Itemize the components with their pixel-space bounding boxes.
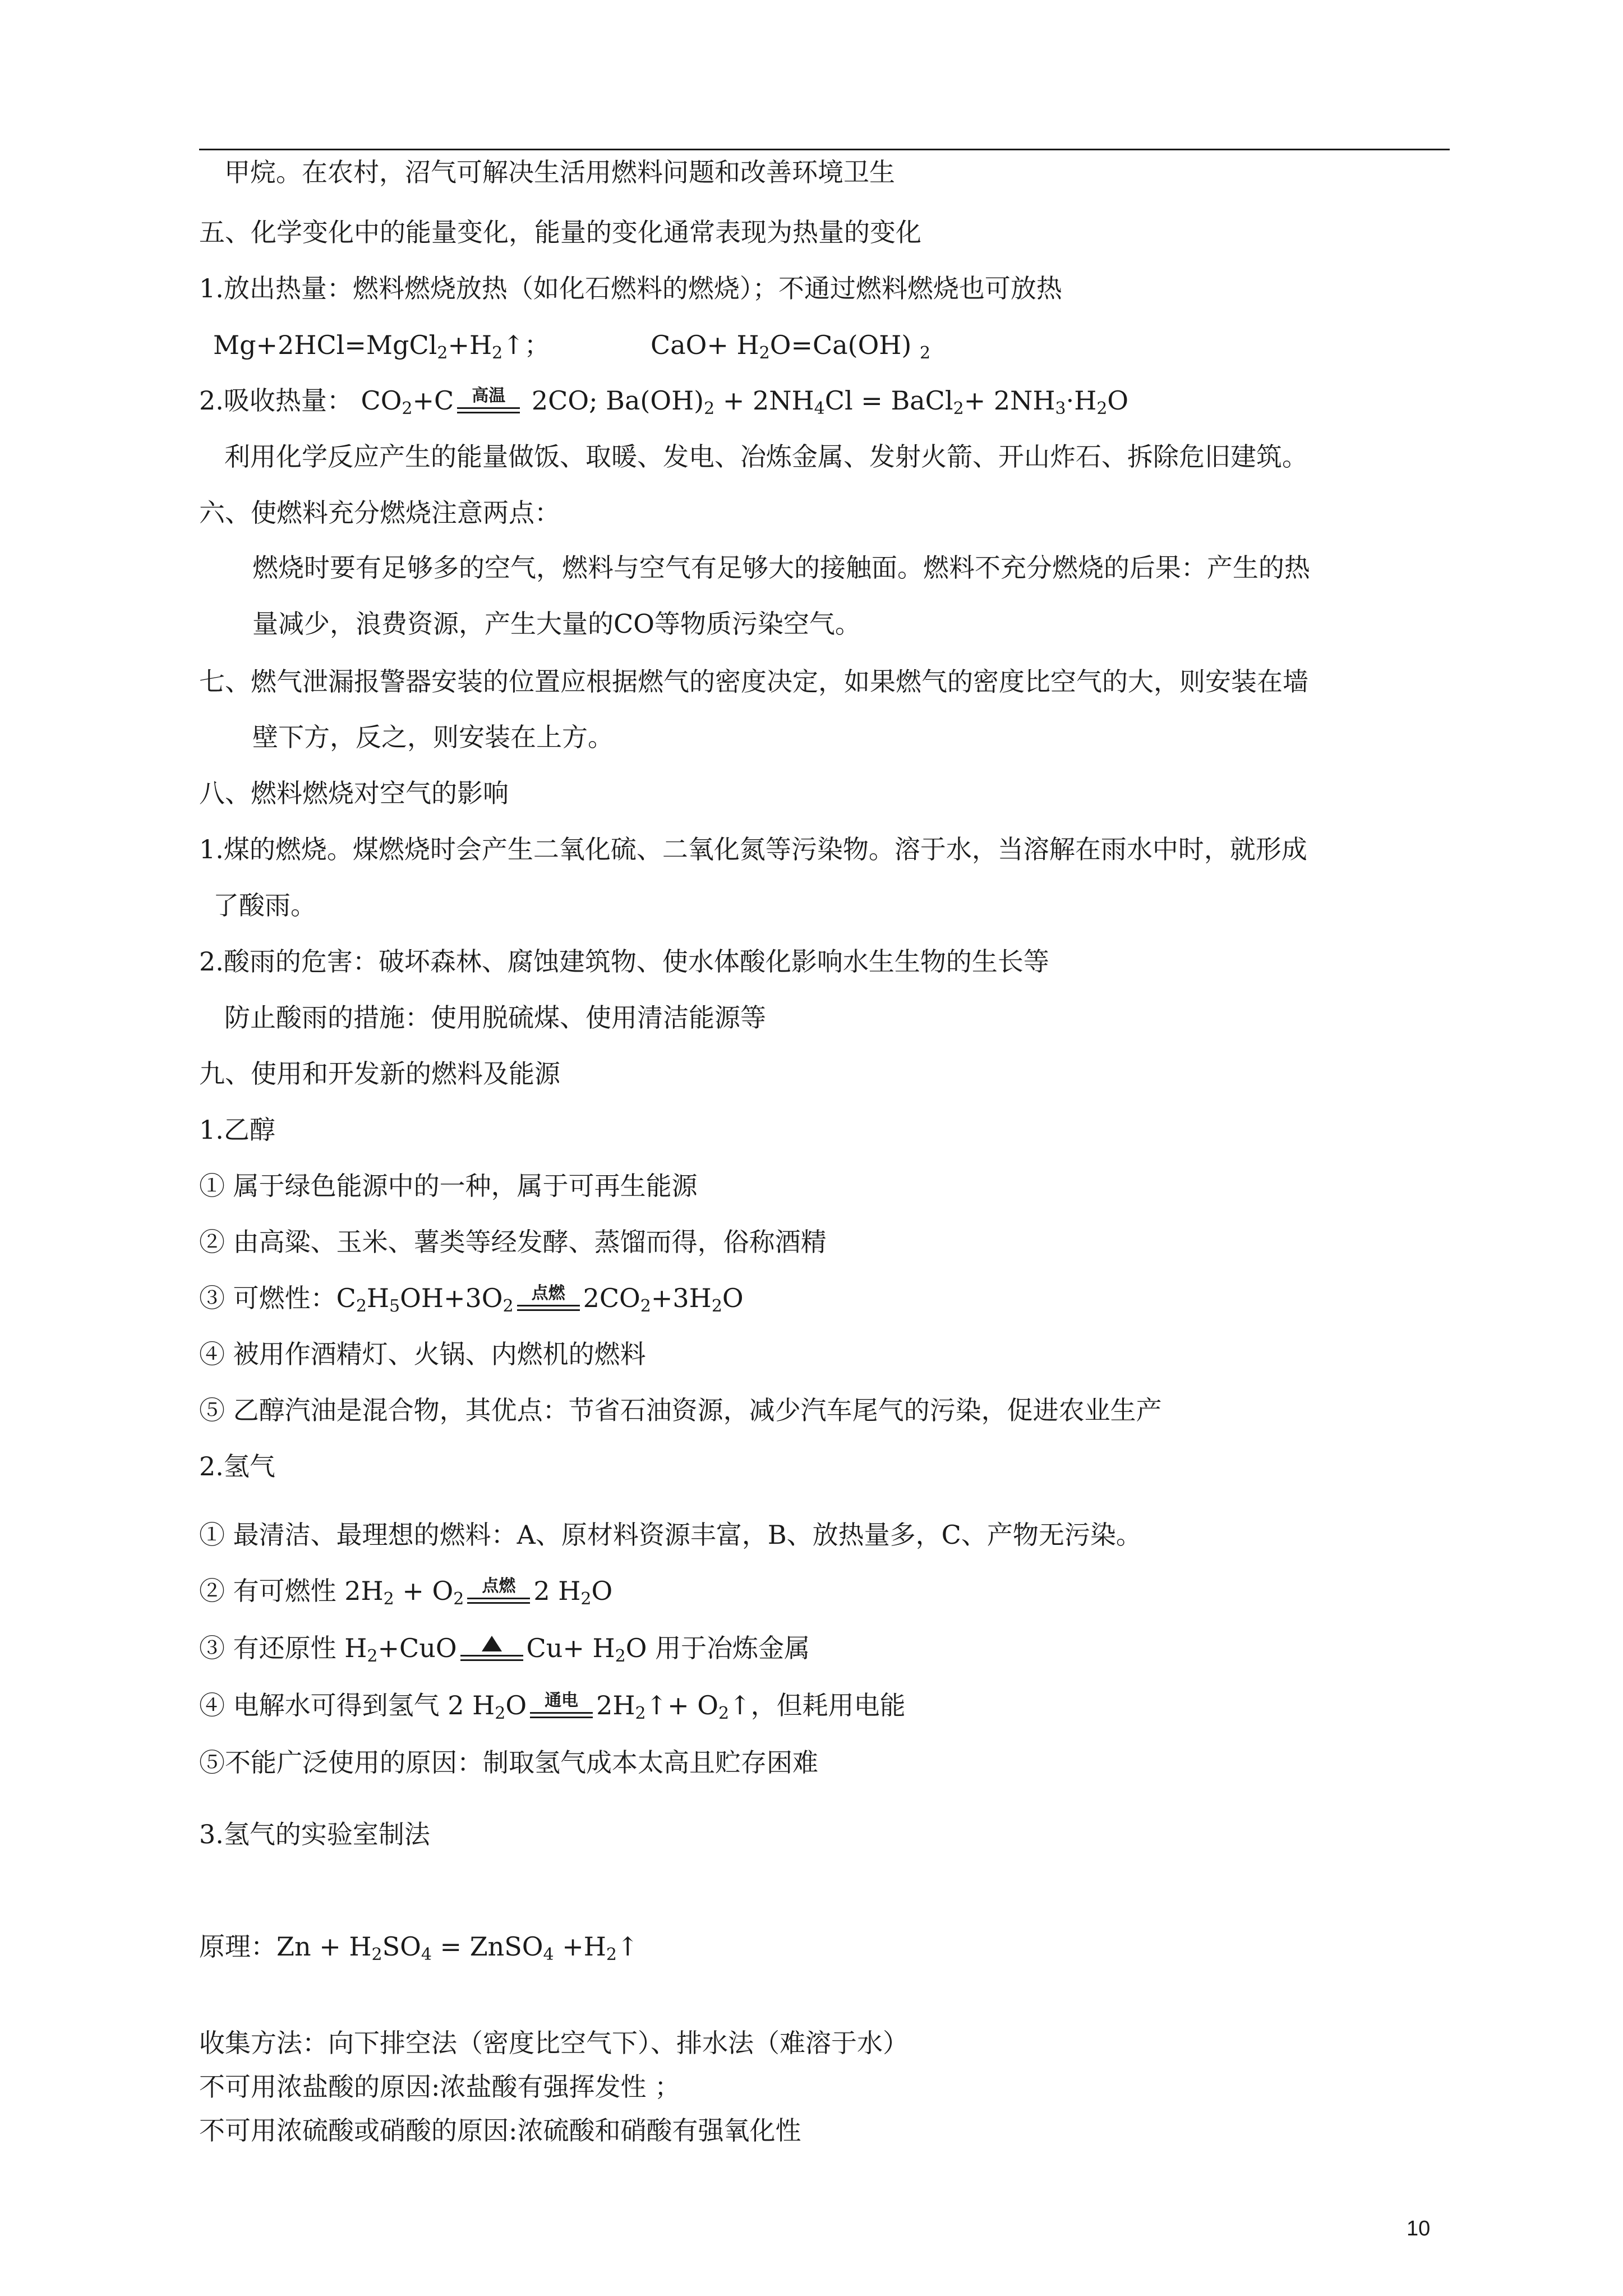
page-number: 10	[1407, 2217, 1431, 2240]
text-line: 1.放出热量：燃料燃烧放热（如化石燃料的燃烧）；不通过燃料燃烧也可放热	[199, 273, 1062, 303]
list-item: ④ 被用作酒精灯、火锅、内燃机的燃料	[199, 1339, 646, 1369]
subheading: 2.氢气	[199, 1451, 275, 1481]
text-line: 1.煤的燃烧。煤燃烧时会产生二氧化硫、二氧化氮等污染物。溶于水，当溶解在雨水中时，就形成	[199, 834, 1307, 864]
text-line: 防止酸雨的措施：使用脱硫煤、使用清洁能源等	[224, 1002, 766, 1033]
condition-mark: 高温	[457, 387, 520, 418]
text-line: 收集方法：向下排空法（密度比空气下）、排水法（难溶于水）	[199, 2028, 909, 2058]
text-line: 燃烧时要有足够多的空气，燃料与空气有足够大的接触面。燃料不充分燃烧的后果：产生的热	[252, 553, 1310, 583]
header-rule	[199, 149, 1450, 150]
subheading: 1.乙醇	[199, 1115, 275, 1145]
list-item: ③ 可燃性：$C_2H_5OH+3O_2$ 点燃 $2CO_2+3H_2O$	[199, 1283, 744, 1316]
text-line: 2.酸雨的危害：破坏森林、腐蚀建筑物、使水体酸化影响水生生物的生长等	[199, 946, 1049, 977]
text-line: 壁下方，反之，则安装在上方。	[252, 722, 614, 752]
section-heading: 八、燃料燃烧对空气的影响	[199, 778, 509, 808]
equation-line: $Mg+2HCl=MgCl_2+H_2↑$； $CaO+ H_2O=Ca(OH)$ $_2$	[213, 330, 931, 363]
section-heading: 九、使用和开发新的燃料及能源	[199, 1059, 560, 1089]
list-item: ② 有可燃性 $2H_2 + O_2$ 点燃 2 $H_2O$	[199, 1576, 613, 1609]
list-item: ③ 有还原性 $H_2+CuO$ $Cu+ H_2O$ 用于冶炼金属	[199, 1633, 810, 1666]
text-line: 不可用浓硫酸或硝酸的原因:浓硫酸和硝酸有强氧化性	[199, 2115, 801, 2146]
equation-line: 2.吸收热量： $CO_2+C$ 高温 2CO; $Ba(OH)_2 + 2NH_4Cl$ = BaCl$_2$+ $2NH_3\cdot H_2O$	[199, 385, 1129, 418]
list-item: ④ 电解水可得到氢气 2 $H_2O$ 通电 $2H_2↑+$ $O_2↑$，但耗用电能	[199, 1690, 906, 1723]
list-item: ⑤ 乙醇汽油是混合物，其优点：节省石油资源，减少汽车尾气的污染，促进农业生产	[199, 1395, 1162, 1425]
equation-line: 原理：$Zn + H_2SO_4$ = ZnSO$_4$ $+H_2↑$	[199, 1931, 639, 1964]
section-heading: 六、使燃料充分燃烧注意两点：	[199, 498, 560, 528]
list-item: ① 最清洁、最理想的燃料：A、原材料资源丰富，B、放热量多，C、产物无污染。	[199, 1520, 1142, 1550]
condition-mark: 点燃	[467, 1577, 530, 1609]
text-line: 甲烷。在农村，沼气可解决生活用燃料问题和改善环境卫生	[224, 157, 895, 187]
text-line: 了酸雨。	[213, 890, 316, 921]
text-line: 不可用浓盐酸的原因:浓盐酸有强挥发性 ；	[199, 2072, 681, 2102]
text-line: 量减少，浪费资源，产生大量的CO等物质污染空气。	[252, 609, 861, 639]
list-item: ① 属于绿色能源中的一种，属于可再生能源	[199, 1171, 698, 1201]
text-line: 利用化学反应产生的能量做饭、取暖、发电、冶炼金属、发射火箭、开山炸石、拆除危旧建筑。	[224, 441, 1308, 472]
condition-mark: 点燃	[517, 1285, 580, 1316]
section-heading: 七、燃气泄漏报警器安装的位置应根据燃气的密度决定，如果燃气的密度比空气的大，则安装在墙	[199, 666, 1308, 697]
subheading: 3.氢气的实验室制法	[199, 1819, 430, 1849]
heat-triangle-icon	[482, 1636, 502, 1651]
list-item: ② 由高粱、玉米、薯类等经发酵、蒸馏而得，俗称酒精	[199, 1227, 827, 1257]
section-heading: 五、化学变化中的能量变化，能量的变化通常表现为热量的变化	[199, 217, 921, 247]
list-item: ⑤不能广泛使用的原因：制取氢气成本太高且贮存困难	[199, 1747, 818, 1778]
condition-mark: 通电	[530, 1692, 593, 1723]
heat-condition-mark	[460, 1635, 523, 1666]
